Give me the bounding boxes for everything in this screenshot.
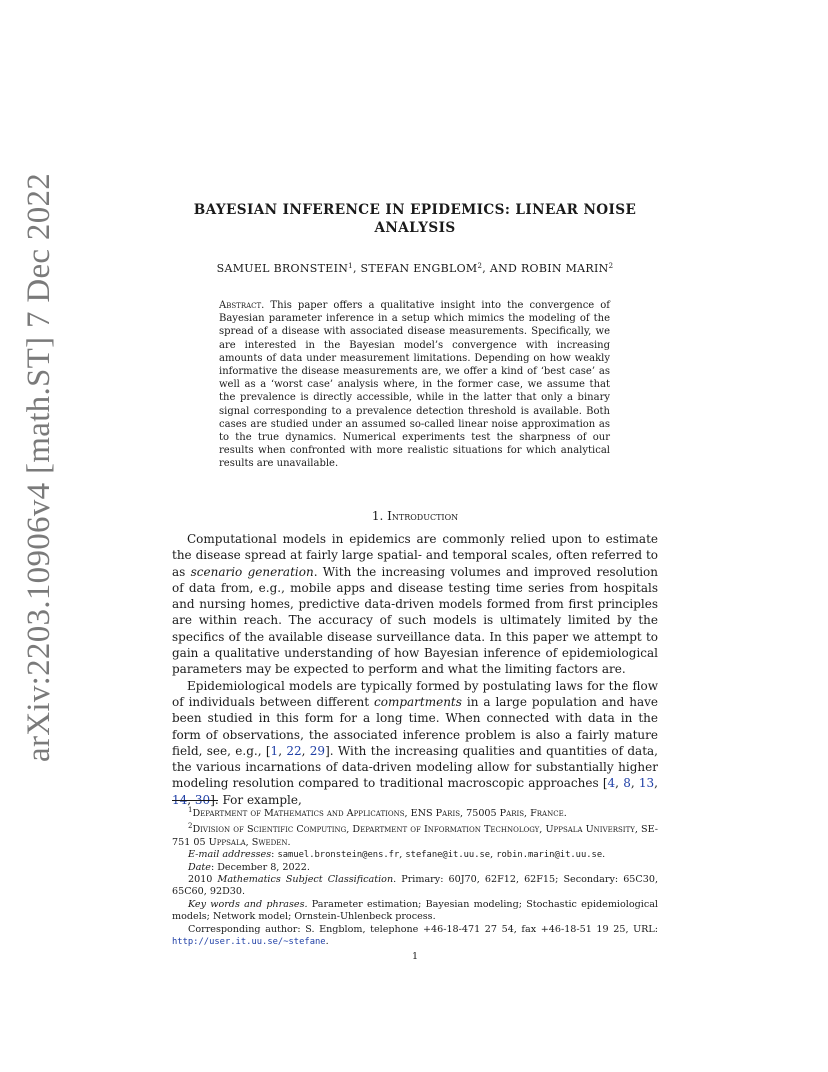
author-url-link[interactable]: http://user.it.uu.se/~stefane	[172, 937, 326, 948]
footnote-punctuation: ,	[490, 849, 497, 861]
footnote-text: 2010	[188, 874, 218, 886]
paragraph-text: Epidemiological models are typically formed by postulating laws for the flow of individuals between different	[172, 678, 658, 709]
citation-link[interactable]: 22	[286, 743, 302, 758]
footnote-emails	[172, 849, 658, 861]
footnote-text: : December 8, 2022.	[210, 861, 310, 873]
paragraph-text: . With the increasing volumes and improved resolution of data from, e.g., mobile apps and disease testing time series from hospitals and nursing homes, predictive data-driven models formed from first principles are within reach. The accuracy of such models is ultimately limited by the specifics of the available disease surveillance data. In this paper we attempt to gain a qualitative understanding of how Bayesian inference of epidemiological parameters may be expected to perform and what the limiting factors are.	[172, 564, 658, 677]
footnote-punctuation: ,	[399, 849, 406, 861]
footnote-mark: 1	[188, 806, 193, 814]
author-line	[172, 262, 658, 275]
footnotes	[172, 804, 658, 948]
footnote-affiliation-1	[172, 804, 658, 820]
author-separator: , AND	[482, 262, 521, 275]
footnote-corresponding-author	[172, 924, 658, 949]
footnote-label: Mathematics Subject Classification.	[217, 874, 397, 886]
citation-separator: ,	[654, 776, 658, 791]
citation-separator: ,	[301, 743, 310, 758]
page-number: 1	[411, 951, 419, 962]
section-number: 1.	[371, 509, 384, 523]
footnote-label: E-mail addresses	[188, 849, 272, 861]
author-name: SAMUEL BRONSTEIN	[216, 262, 349, 275]
arxiv-identifier-stamp: arXiv:2203.10906v4 [math.ST] 7 Dec 2022	[21, 172, 57, 762]
footnote-punctuation: .	[602, 849, 606, 861]
email-address: robin.marin@it.uu.se	[496, 850, 603, 861]
paragraph-text: ]. With the increasing qualities and quantities of data, the various incarnations of data-driven modeling allow for substantially higher modeling resolution compared to traditional macroscopic approaches [	[172, 743, 658, 791]
footnote-text: Corresponding author: S. Engblom, telephone +46-18-471 27 54, fax +46-18-51 19 25, URL:	[188, 923, 658, 935]
footnote-punctuation: :	[271, 849, 278, 861]
abstract	[219, 299, 610, 471]
footnote-text: Department of Mathematics and Applications, ENS Paris, 75005 Paris, France.	[192, 808, 567, 819]
paper-title: BAYESIAN INFERENCE IN EPIDEMICS: LINEAR NOISE ANALYSIS	[193, 202, 637, 236]
footnote-punctuation: .	[325, 936, 329, 948]
citation-link[interactable]: 13	[638, 776, 655, 791]
affiliation-mark: 2	[608, 262, 614, 270]
citation-link[interactable]: 14	[172, 792, 188, 807]
footnote-date	[172, 862, 658, 874]
abstract-text: This paper offers a qualitative insight into the convergence of Bayesian parameter inference in a setup which mimics the modeling of the spread of a disease with associated disease measurements. Specifically, we are interested in the Bayesian model’s convergence with increasing amounts of data under measurement limitations. Depending on how weakly informative the disease measurements are, we offer a kind of ‘best case’ as well as a ‘worst case’ analysis where, in the former case, we assume that the prevalence is directly accessible, while in the latter that only a binary signal corresponding to a prevalence detection threshold is available. Both cases are studied under an assumed so-called linear noise approximation as to the true dynamics. Numerical experiments test the sharpness of our results when confronted with more realistic situations for which analytical results are unavailable.	[219, 300, 610, 470]
citation-link[interactable]: 8	[623, 776, 631, 791]
footnote-affiliation-2	[172, 820, 658, 849]
citation-separator: ,	[630, 776, 639, 791]
email-address: stefane@it.uu.se	[405, 850, 491, 861]
emphasis-text: scenario generation	[190, 564, 314, 579]
section-heading	[172, 509, 658, 523]
section-title: Introduction	[387, 509, 459, 523]
footnote-text: Division of Scientific Computing, Department of Information Technology, Uppsala University, SE-751 05 Uppsala, Sweden.	[172, 824, 658, 848]
abstract-label: Abstract.	[219, 300, 265, 311]
citation-link[interactable]: 29	[309, 743, 326, 758]
footnote-label: Key words and phrases.	[188, 898, 308, 910]
citation-link[interactable]: 4	[607, 776, 616, 791]
citation-separator: ,	[278, 743, 287, 758]
footnote-text: Parameter estimation; Bayesian modeling; Stochastic epidemiological models; Network model; Ornstein-Uhlenbeck process.	[172, 898, 658, 923]
footnote-mark: 2	[188, 822, 193, 831]
author-name: STEFAN ENGBLOM	[360, 262, 478, 275]
citation-link[interactable]: 30	[194, 792, 211, 807]
citation-separator: ,	[187, 792, 195, 807]
paragraph	[172, 531, 658, 678]
citation-link[interactable]: 1	[270, 743, 279, 758]
author-name: ROBIN MARIN	[520, 262, 609, 275]
affiliation-mark: 1	[348, 262, 353, 270]
paragraph-text: ]. For example,	[210, 792, 302, 807]
footnote-label: Date	[188, 861, 211, 873]
affiliation-mark: 2	[477, 262, 483, 270]
footnote-text: Primary: 60J70, 62F12, 62F15; Secondary: 65C30, 65C60, 92D30.	[172, 874, 659, 898]
footnote-keywords	[172, 899, 658, 924]
paragraph-text: in a large population and have been studied in this form for a long time. When connected with data in the form of observations, the associated inference problem is also a fairly mature field, see, e.g., [	[172, 694, 658, 758]
paragraph-text: Computational models in epidemics are commonly relied upon to estimate the disease spread at fairly large spatial- and temporal scales, often referred to as	[172, 532, 658, 579]
citation-separator: ,	[615, 776, 624, 791]
body-text	[172, 531, 658, 808]
paragraph	[172, 678, 658, 808]
email-address: samuel.bronstein@ens.fr	[277, 850, 400, 861]
emphasis-text: compartments	[374, 694, 462, 709]
author-separator: ,	[352, 262, 361, 275]
footnote-msc	[172, 874, 658, 899]
footnote-divider	[172, 800, 218, 801]
